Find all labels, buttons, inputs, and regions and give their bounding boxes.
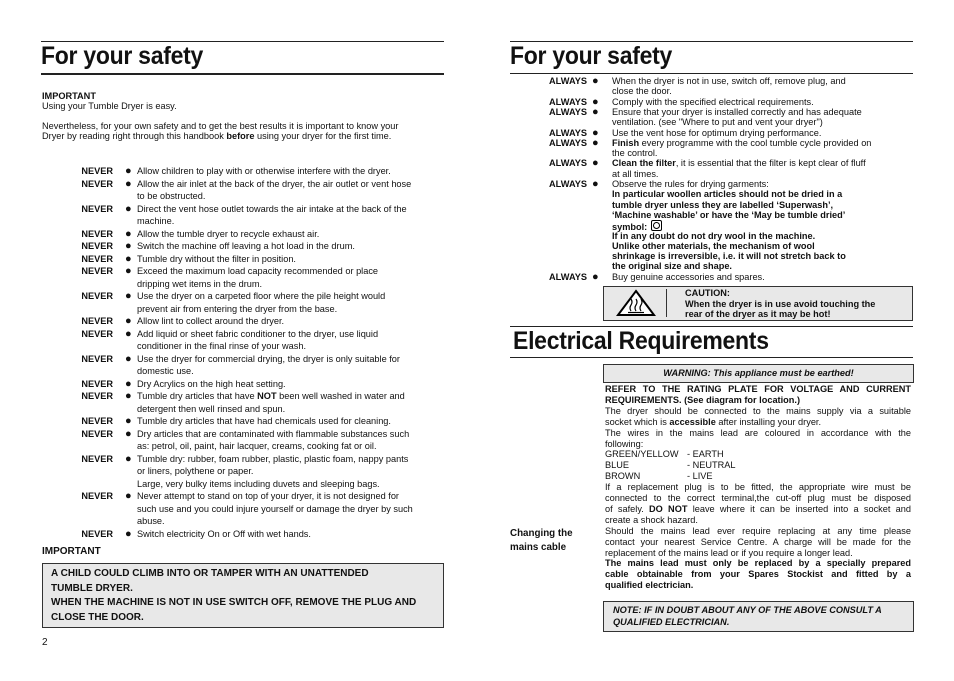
bullet-icon: ●: [125, 527, 132, 540]
always-item-line: [612, 76, 846, 86]
note-line: QUALIFIED ELECTRICIAN.: [613, 617, 730, 627]
bullet-icon: ●: [125, 240, 132, 252]
note-line: NOTE: IF IN DOUBT ABOUT ANY OF THE ABOVE CONSULT A: [613, 605, 882, 615]
always-label: ALWAYS: [549, 271, 587, 282]
never-item-line: machine.: [137, 216, 175, 226]
never-item-line: Add liquid or sheet fabric conditioner to the dryer, use liquid: [137, 328, 379, 339]
never-item-line: or liners, polythene or paper.: [137, 466, 254, 476]
never-item-line: Tumble dry: rubber, foam rubber, plastic, plastic foam, nappy pants: [137, 453, 409, 464]
earthed-warning-text: WARNING: This appliance must be earthed!: [663, 368, 854, 378]
wire-colour-name: BLUE: [605, 460, 630, 471]
plain-text: Use the vent hose for optimum drying performance.: [612, 127, 822, 138]
intro-paragraph-line-1: Nevertheless, for your own safety and to get the best results it is important to know your: [42, 121, 399, 131]
mains-lead-spec-line: The mains lead must only be replaced by a specially prepared: [605, 558, 911, 569]
child-warning-line: A CHILD COULD CLIMB INTO OR TAMPER WITH AN UNATTENDED: [51, 568, 369, 579]
never-item-line: Allow the tumble dryer to recycle exhaust air.: [137, 228, 320, 239]
wire-colour-row: [605, 471, 911, 482]
never-item-line: Large, very bulky items including duvets and sleeping bags.: [137, 478, 380, 489]
never-item-line: Never attempt to stand on top of your dryer, it is not designed for: [137, 491, 399, 501]
always-item-line: [612, 261, 732, 271]
bold-text: the original size and shape.: [612, 261, 732, 272]
always-label: ALWAYS: [549, 96, 587, 107]
always-item-line: [612, 107, 862, 117]
always-label: ALWAYS: [549, 137, 587, 148]
never-item-line: Allow children to play with or otherwise interfere with the dryer.: [137, 166, 391, 176]
note-text: [613, 604, 882, 628]
never-label: NEVER: [81, 228, 113, 239]
electrical-body: [605, 384, 911, 591]
always-item-line: [612, 179, 769, 189]
connection-line-2: socket which is accessible after installing your dryer.: [605, 416, 822, 427]
right-title-underline: [510, 73, 913, 74]
plain-text: Buy genuine accessories and spares.: [612, 271, 765, 282]
bullet-icon: ●: [592, 136, 599, 149]
child-warning-text: [51, 567, 416, 625]
wires-line-2: following:: [605, 438, 644, 449]
always-item-line: [612, 117, 823, 127]
never-item-line: conditioner in the final rinse of your wash.: [137, 341, 307, 351]
child-warning-box: [42, 563, 444, 628]
never-item-line: Use the dryer for commercial drying, the dryer is only suitable for: [137, 353, 400, 364]
never-item-line: Use the dryer on a carpeted floor where the pile height would: [137, 291, 386, 301]
always-item-line: [612, 272, 765, 282]
changing-mains-cable-label: [510, 527, 573, 555]
important-heading-2: IMPORTANT: [42, 546, 101, 557]
always-label: ALWAYS: [549, 127, 587, 138]
bullet-icon: ●: [125, 315, 132, 327]
always-label: ALWAYS: [549, 179, 587, 189]
never-label: NEVER: [81, 253, 113, 264]
never-item-line: Tumble dry articles that have NOT been well washed in water and: [137, 391, 405, 401]
bullet-icon: ●: [125, 327, 132, 340]
intro-paragraph-line-2: Dryer by reading right through this handbook before using your dryer for the first time.: [42, 131, 392, 141]
bullet-icon: ●: [592, 105, 599, 118]
never-item-line: abuse.: [137, 516, 165, 526]
bullet-icon: ●: [125, 377, 132, 390]
elec-title-underline: [510, 357, 913, 358]
emphasis-not: NOT: [257, 391, 277, 401]
wire-colour-row: [605, 449, 911, 460]
intro-line: Using your Tumble Dryer is easy.: [42, 101, 177, 111]
never-label: NEVER: [81, 416, 113, 426]
never-item-line: domestic use.: [137, 366, 194, 376]
never-item-line: Allow lint to collect around the dryer.: [137, 316, 285, 326]
never-item-line: Dry Acrylics on the high heat setting.: [137, 378, 286, 389]
bullet-icon: ●: [125, 427, 132, 440]
rating-plate-line: REFER TO THE RATING PLATE FOR VOLTAGE AND CURRENT: [605, 384, 911, 394]
wire-colour-table: [605, 449, 911, 482]
never-item-line: such use and you could injure yourself or damage the dryer by such: [137, 503, 413, 514]
always-item-line: [612, 189, 842, 199]
plain-text: When the dryer is not in use, switch off, remove plug, and: [612, 76, 846, 86]
wire-colour-role: - EARTH: [687, 449, 724, 460]
caution-box: [603, 286, 913, 321]
never-item-line: Allow the air inlet at the back of the dryer, the air outlet or vent hose: [137, 178, 412, 189]
never-label: NEVER: [81, 528, 113, 539]
caution-heading: CAUTION:: [685, 288, 730, 298]
never-label: NEVER: [81, 266, 113, 276]
child-warning-line: CLOSE THE DOOR.: [51, 611, 144, 623]
bullet-icon: ●: [125, 490, 132, 502]
wire-colour-name: GREEN/YELLOW: [605, 449, 679, 460]
never-item-line: Dry articles that are contaminated with flammable substances such: [137, 428, 410, 439]
wire-colour-role: - NEUTRAL: [687, 460, 736, 471]
bullet-icon: ●: [592, 126, 599, 139]
bold-text: Unlike other materials, the mechanism of wool: [612, 240, 815, 251]
earthed-warning-box: [603, 364, 914, 383]
never-label: NEVER: [81, 491, 113, 501]
bold-text: tumble dryer unless they are labelled ‘Superwash’,: [612, 199, 834, 210]
never-item-line: Direct the vent hose outlet towards the air intake at the back of the: [137, 203, 407, 214]
bold-text: If in any doubt do not dry wool in the machine.: [612, 230, 816, 241]
rating-plate-line: REQUIREMENTS. (See diagram for location.): [605, 394, 801, 405]
never-label: NEVER: [81, 378, 113, 389]
wire-colour-role: - LIVE: [687, 471, 713, 482]
plain-text: Observe the rules for drying garments:: [612, 179, 769, 189]
caution-line: rear of the dryer as it may be hot!: [685, 309, 831, 320]
bold-text: symbol:: [612, 222, 648, 233]
never-label: NEVER: [81, 328, 113, 339]
never-label: NEVER: [81, 166, 113, 176]
always-item-line: [612, 148, 657, 158]
always-item-line: [612, 251, 846, 261]
bullet-icon: ●: [125, 227, 132, 240]
bullet-icon: ●: [125, 265, 132, 277]
never-item-line: Switch electricity On or Off with wet hands.: [137, 528, 311, 539]
note-box: [603, 601, 914, 632]
always-item-line: [612, 138, 871, 148]
changing-cable-line: contact your nearest Service Centre. A charge will be made for the: [605, 536, 911, 547]
wires-line-1: The wires in the mains lead are coloured in accordance with the: [605, 427, 911, 438]
bold-text: Finish: [612, 137, 640, 148]
never-label: NEVER: [81, 291, 113, 301]
never-label: NEVER: [81, 203, 113, 214]
always-item-line: [612, 169, 658, 179]
changing-label-line-2: mains cable: [510, 542, 567, 553]
bullet-icon: ●: [125, 252, 132, 265]
plug-line-1: If a replacement plug is to be fitted, the appropriate wire must be: [605, 482, 911, 493]
bullet-icon: ●: [592, 270, 599, 283]
always-label: ALWAYS: [549, 76, 587, 86]
bullet-icon: ●: [592, 75, 599, 87]
rating-plate-text: [605, 384, 911, 406]
never-item-line: Tumble dry without the filter in position.: [137, 253, 296, 264]
bullet-icon: ●: [125, 177, 132, 190]
plain-text: Comply with the specified electrical requirements.: [612, 96, 814, 107]
wire-colour-row: [605, 460, 911, 471]
never-item-line: as: petrol, oil, paint, hair lacquer, creams, cooking fat or oil.: [137, 441, 377, 451]
plain-text: the control.: [612, 148, 658, 159]
plain-text: Ensure that your dryer is installed correctly and has adequate: [612, 106, 862, 117]
plug-line-2: connected to the correct terminal,the cut-off plug must be disposed: [605, 493, 911, 504]
always-item-line: [612, 158, 866, 168]
never-item-line: prevent air from entering the dryer from the base.: [137, 303, 338, 314]
bullet-icon: ●: [592, 95, 599, 108]
mains-lead-spec-text: [605, 558, 911, 591]
plain-text: close the door.: [612, 86, 672, 97]
never-label: NEVER: [81, 353, 113, 364]
plug-line-4: create a shock hazard.: [605, 514, 698, 525]
page-number: 2: [42, 637, 48, 648]
bold-text: Clean the filter: [612, 158, 676, 169]
never-label: NEVER: [81, 453, 113, 464]
wire-colour-name: BROWN: [605, 471, 641, 482]
always-item-line: [612, 128, 821, 138]
never-label: NEVER: [81, 391, 113, 401]
tumble-dry-circle: [653, 222, 660, 229]
never-item-line: Tumble dry articles that have had chemicals used for cleaning.: [137, 416, 391, 426]
bold-text: In particular woollen articles should not be dried in a: [612, 189, 843, 200]
never-item-line: detergent then well rinsed and spun.: [137, 403, 286, 414]
never-label: NEVER: [81, 241, 113, 251]
bold-text: shrinkage is irreversible, i.e. it will not stretch back to: [612, 251, 846, 262]
changing-cable-text: [605, 526, 911, 559]
bullet-icon: ●: [125, 415, 132, 427]
bold-text: ‘Machine washable’ or have the ‘May be tumble dried’: [612, 209, 846, 220]
bullet-icon: ●: [592, 178, 599, 190]
changing-label-line-1: Changing the: [510, 528, 573, 539]
child-warning-line: WHEN THE MACHINE IS NOT IN USE SWITCH OFF, REMOVE THE PLUG AND: [51, 597, 417, 608]
never-label: NEVER: [81, 178, 113, 189]
plain-text: ventilation. (see "Where to put and vent your dryer"): [612, 117, 823, 128]
bullet-icon: ●: [125, 165, 132, 177]
hot-surface-icon: [606, 289, 667, 317]
bullet-icon: ●: [592, 157, 599, 170]
plain-text: every programme with the cool tumble cycle provided on: [639, 137, 872, 148]
mains-lead-spec-line: qualified electrician.: [605, 580, 694, 591]
right-page-title: For your safety: [510, 42, 673, 70]
always-item-line: [612, 241, 815, 251]
bullet-icon: ●: [125, 202, 132, 215]
always-item-line: [612, 200, 833, 210]
connection-line-1: The dryer should be connected to the mains supply via a suitable: [605, 405, 911, 416]
bullet-icon: ●: [125, 290, 132, 302]
never-item-line: Exceed the maximum load capacity recommended or place: [137, 266, 379, 276]
never-item-line: dripping wet items in the drum.: [137, 278, 263, 289]
changing-cable-line: replacement of the mains lead or if you require a longer lead.: [605, 547, 853, 558]
plug-line-3: of safely. DO NOT leave where it can be inserted into a socket and: [605, 503, 911, 514]
bullet-icon: ●: [125, 352, 132, 365]
never-label: NEVER: [81, 428, 113, 439]
bullet-icon: ●: [125, 452, 132, 465]
always-label: ALWAYS: [549, 158, 587, 169]
always-item-line: [612, 210, 845, 220]
electrical-requirements-title: Electrical Requirements: [513, 327, 769, 355]
caution-text: [685, 288, 875, 320]
never-item-line: Switch the machine off leaving a hot load in the drum.: [137, 241, 355, 251]
never-label: NEVER: [81, 316, 113, 326]
plain-text: , it is essential that the filter is kept clear of fluff: [675, 158, 866, 169]
always-item-line: [612, 231, 815, 241]
left-page-title: For your safety: [41, 42, 204, 70]
always-item-line: [612, 97, 814, 107]
left-title-underline: [41, 73, 444, 75]
important-heading: IMPORTANT: [42, 91, 96, 101]
changing-cable-line: Should the mains lead ever require replacing at any time please: [605, 525, 911, 536]
plain-text: at all times.: [612, 168, 659, 179]
child-warning-line: TUMBLE DRYER.: [51, 582, 133, 594]
mains-lead-spec-line: cable obtainable from your Spares Stockist and fitted by a: [605, 569, 911, 580]
always-item-line: [612, 86, 672, 96]
caution-lines: [685, 299, 875, 320]
bullet-icon: ●: [125, 390, 132, 402]
always-label: ALWAYS: [549, 106, 587, 117]
never-item-line: to be obstructed.: [137, 191, 206, 201]
caution-line: When the dryer is in use avoid touching the: [685, 298, 876, 309]
